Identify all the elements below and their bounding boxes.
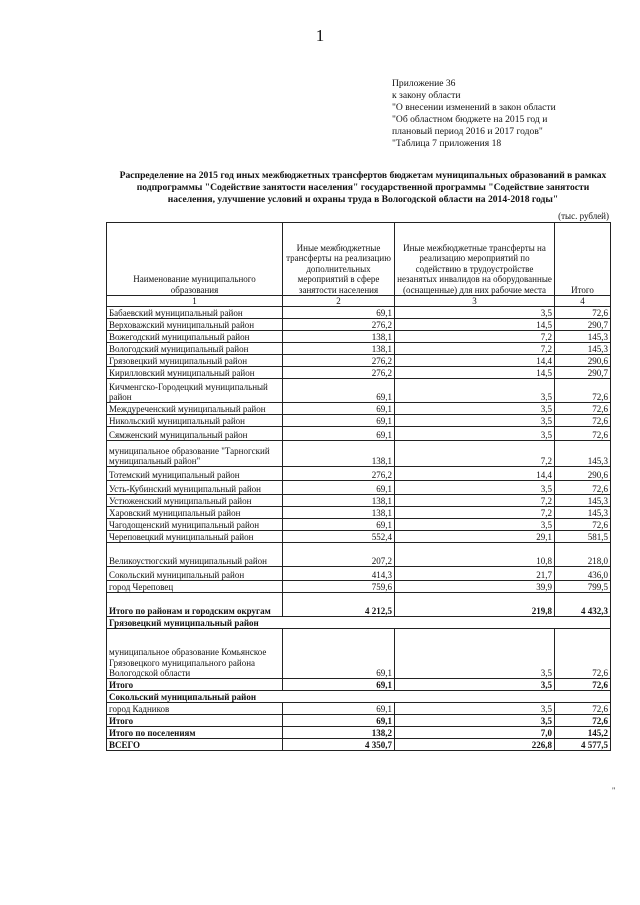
- value-cell: 69,1: [283, 703, 395, 715]
- value-cell: 69,1: [283, 403, 395, 415]
- name-cell: Итого: [107, 715, 283, 727]
- value-cell: 3,5: [395, 415, 555, 427]
- value-cell: 138,1: [283, 343, 395, 355]
- value-cell: 69,1: [283, 481, 395, 495]
- name-cell: муниципальное образование Комьянское Грязовецкого муниципального района Вологодской области: [107, 629, 283, 679]
- name-cell: Череповецкий муниципальный район: [107, 531, 283, 543]
- value-cell: 72,6: [555, 679, 611, 691]
- value-cell: 276,2: [283, 467, 395, 481]
- value-cell: 138,1: [283, 331, 395, 343]
- name-cell: Чагодощенский муниципальный район: [107, 519, 283, 531]
- table-row: [107, 531, 611, 543]
- table-row: [107, 355, 611, 367]
- value-cell: 14,5: [395, 319, 555, 331]
- value-cell: 39,9: [395, 581, 555, 593]
- header-municipality: Наименование муниципального образования: [107, 223, 283, 296]
- section-row: [107, 691, 611, 703]
- table-row: [107, 703, 611, 715]
- subtotal-row: [107, 715, 611, 727]
- value-cell: 276,2: [283, 355, 395, 367]
- grand-total-row: [107, 739, 611, 751]
- value-cell: 3,5: [395, 519, 555, 531]
- table-row: [107, 495, 611, 507]
- value-cell: 799,5: [555, 581, 611, 593]
- appendix-line: плановый период 2016 и 2017 годов": [392, 126, 543, 137]
- value-cell: 69,1: [283, 629, 395, 679]
- value-cell: 226,8: [395, 739, 555, 751]
- value-cell: 3,5: [395, 703, 555, 715]
- table-row: [107, 307, 611, 319]
- table-row: [107, 543, 611, 567]
- value-cell: 581,5: [555, 531, 611, 543]
- column-number: 4: [555, 296, 611, 307]
- table-row: [107, 415, 611, 427]
- value-cell: 69,1: [283, 379, 395, 403]
- name-cell: Вожегодский муниципальный район: [107, 331, 283, 343]
- table-row: [107, 403, 611, 415]
- value-cell: 145,3: [555, 441, 611, 467]
- appendix-line: "Таблица 7 приложения 18: [392, 138, 502, 149]
- value-cell: 276,2: [283, 319, 395, 331]
- table-row: [107, 481, 611, 495]
- name-cell: Никольский муниципальный район: [107, 415, 283, 427]
- value-cell: 552,4: [283, 531, 395, 543]
- header-additional-measures: Иные межбюджетные трансферты на реализацию дополнительных мероприятий в сфере занятости населения: [283, 223, 395, 296]
- page-number: 1: [315, 26, 325, 45]
- section-title: Грязовецкий муниципальный район: [107, 617, 611, 629]
- name-cell: Харовский муниципальный район: [107, 507, 283, 519]
- value-cell: 4 212,5: [283, 593, 395, 617]
- value-cell: 414,3: [283, 567, 395, 581]
- name-cell: Кирилловский муниципальный район: [107, 367, 283, 379]
- value-cell: 3,5: [395, 715, 555, 727]
- value-cell: 3,5: [395, 379, 555, 403]
- value-cell: 29,1: [395, 531, 555, 543]
- value-cell: 138,2: [283, 727, 395, 739]
- value-cell: 7,2: [395, 507, 555, 519]
- name-cell: Вологодский муниципальный район: [107, 343, 283, 355]
- value-cell: 69,1: [283, 715, 395, 727]
- name-cell: Бабаевский муниципальный район: [107, 307, 283, 319]
- value-cell: 3,5: [395, 403, 555, 415]
- value-cell: 69,1: [283, 519, 395, 531]
- unit-label: (тыс. рублей): [558, 211, 609, 221]
- name-cell: ВСЕГО: [107, 739, 283, 751]
- value-cell: 145,2: [555, 727, 611, 739]
- value-cell: 138,1: [283, 495, 395, 507]
- column-number: 1: [107, 296, 283, 307]
- value-cell: 72,6: [555, 481, 611, 495]
- table-row: [107, 507, 611, 519]
- table-row: [107, 519, 611, 531]
- value-cell: 21,7: [395, 567, 555, 581]
- value-cell: 145,3: [555, 331, 611, 343]
- value-cell: 72,6: [555, 715, 611, 727]
- value-cell: 7,2: [395, 343, 555, 355]
- value-cell: 145,3: [555, 495, 611, 507]
- name-cell: Сокольский муниципальный район: [107, 567, 283, 581]
- value-cell: 72,6: [555, 703, 611, 715]
- column-number: 3: [395, 296, 555, 307]
- value-cell: 7,2: [395, 441, 555, 467]
- value-cell: 145,3: [555, 507, 611, 519]
- table-row: [107, 581, 611, 593]
- subtotal-row: [107, 679, 611, 691]
- value-cell: 69,1: [283, 427, 395, 441]
- table-row: [107, 441, 611, 467]
- table-row: [107, 467, 611, 481]
- table-row: [107, 343, 611, 355]
- appendix-line: "О внесении изменений в закон области: [392, 102, 556, 113]
- column-number-row: [107, 296, 611, 307]
- value-cell: 72,6: [555, 403, 611, 415]
- value-cell: 759,6: [283, 581, 395, 593]
- value-cell: 69,1: [283, 679, 395, 691]
- name-cell: Усть-Кубинский муниципальный район: [107, 481, 283, 495]
- value-cell: 3,5: [395, 629, 555, 679]
- value-cell: 72,6: [555, 629, 611, 679]
- value-cell: 290,7: [555, 367, 611, 379]
- settlements-total-row: [107, 727, 611, 739]
- table-row: [107, 319, 611, 331]
- value-cell: 138,1: [283, 507, 395, 519]
- value-cell: 3,5: [395, 679, 555, 691]
- header-disabled-employment: Иные межбюджетные трансферты на реализацию мероприятий по содействию в трудоустройстве незанятых инвалидов на оборудованные (оснащенные) для них рабочие места: [395, 223, 555, 296]
- appendix-line: Приложение 36: [392, 78, 456, 89]
- table-header-row: [107, 223, 611, 296]
- value-cell: 7,2: [395, 495, 555, 507]
- table-row: [107, 567, 611, 581]
- value-cell: 290,6: [555, 467, 611, 481]
- value-cell: 219,8: [395, 593, 555, 617]
- value-cell: 138,1: [283, 441, 395, 467]
- value-cell: 7,0: [395, 727, 555, 739]
- value-cell: 276,2: [283, 367, 395, 379]
- appendix-line: "Об областном бюджете на 2015 год и: [392, 114, 548, 125]
- name-cell: Итого: [107, 679, 283, 691]
- table-row: [107, 427, 611, 441]
- value-cell: 72,6: [555, 307, 611, 319]
- value-cell: 14,4: [395, 355, 555, 367]
- name-cell: Тотемский муниципальный район: [107, 467, 283, 481]
- column-number: 2: [283, 296, 395, 307]
- name-cell: Итого по поселениям: [107, 727, 283, 739]
- transfers-table: [106, 222, 611, 751]
- value-cell: 72,6: [555, 415, 611, 427]
- section-row: [107, 617, 611, 629]
- value-cell: 69,1: [283, 307, 395, 319]
- value-cell: 3,5: [395, 427, 555, 441]
- appendix-note: [392, 78, 632, 150]
- value-cell: 145,3: [555, 343, 611, 355]
- name-cell: город Кадников: [107, 703, 283, 715]
- table-row: [107, 331, 611, 343]
- value-cell: 72,6: [555, 427, 611, 441]
- name-cell: Грязовецкий муниципальный район: [107, 355, 283, 367]
- value-cell: 14,5: [395, 367, 555, 379]
- appendix-line: к закону области: [392, 90, 461, 101]
- value-cell: 72,6: [555, 519, 611, 531]
- header-total: Итого: [555, 223, 611, 296]
- section-title: Сокольский муниципальный район: [107, 691, 611, 703]
- name-cell: город Череповец: [107, 581, 283, 593]
- value-cell: 69,1: [283, 415, 395, 427]
- value-cell: 14,4: [395, 467, 555, 481]
- closing-quote-mark: ": [612, 786, 616, 795]
- name-cell: муниципальное образование "Тарногский муниципальный район": [107, 441, 283, 467]
- value-cell: 290,6: [555, 355, 611, 367]
- name-cell: Великоустюгский муниципальный район: [107, 543, 283, 567]
- value-cell: 290,7: [555, 319, 611, 331]
- districts-total-row: [107, 593, 611, 617]
- name-cell: Устюженский муниципальный район: [107, 495, 283, 507]
- table-row: [107, 379, 611, 403]
- name-cell: Итого по районам и городским округам: [107, 593, 283, 617]
- name-cell: Сямженский муниципальный район: [107, 427, 283, 441]
- value-cell: 3,5: [395, 307, 555, 319]
- table-row: [107, 629, 611, 679]
- document-title: Распределение на 2015 год иных межбюджетных трансфертов бюджетам муниципальных образований в рамках подпрограммы "Содействие занятости населения" государственной программы "Содействие занятости населения, улучшение условий и охраны труда в Вологодской области на 2014-2018 годы": [119, 170, 607, 205]
- name-cell: Междуреченский муниципальный район: [107, 403, 283, 415]
- name-cell: Верховажский муниципальный район: [107, 319, 283, 331]
- value-cell: 4 350,7: [283, 739, 395, 751]
- value-cell: 4 432,3: [555, 593, 611, 617]
- value-cell: 7,2: [395, 331, 555, 343]
- table-row: [107, 367, 611, 379]
- name-cell: Кичменгско-Городецкий муниципальный район: [107, 379, 283, 403]
- value-cell: 10,8: [395, 543, 555, 567]
- value-cell: 207,2: [283, 543, 395, 567]
- value-cell: 72,6: [555, 379, 611, 403]
- value-cell: 4 577,5: [555, 739, 611, 751]
- value-cell: 436,0: [555, 567, 611, 581]
- value-cell: 218,0: [555, 543, 611, 567]
- value-cell: 3,5: [395, 481, 555, 495]
